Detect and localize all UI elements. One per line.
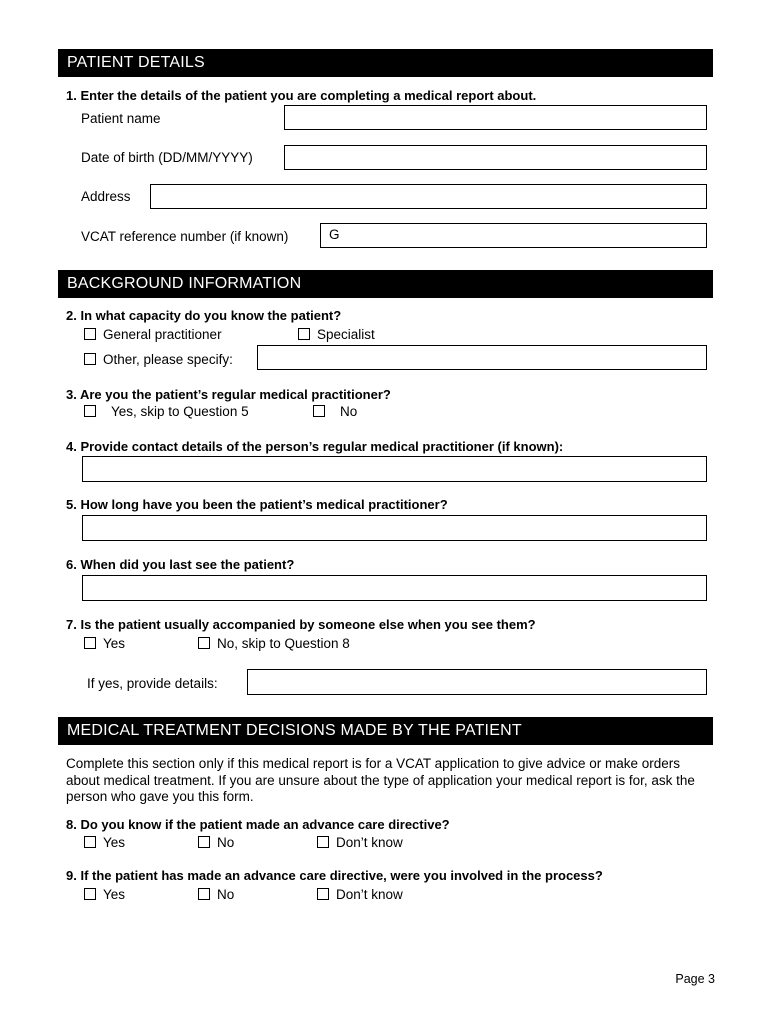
section-header-patient-details: PATIENT DETAILS [58, 49, 713, 77]
question-4: 4. Provide contact details of the person’s regular medical practitioner (if known): [66, 439, 564, 454]
vcat-reference-label: VCAT reference number (if known) [81, 229, 289, 244]
gp-label: General practitioner [103, 327, 222, 342]
q8-no-checkbox[interactable] [198, 836, 210, 848]
page-number: Page 3 [675, 972, 715, 986]
other-capacity-input[interactable] [257, 345, 707, 370]
q8-dont-know-checkbox[interactable] [317, 836, 329, 848]
q9-yes-checkbox[interactable] [84, 888, 96, 900]
q8-dont-know-label: Don’t know [336, 835, 403, 850]
address-label: Address [81, 189, 131, 204]
q9-dont-know-checkbox[interactable] [317, 888, 329, 900]
q8-no-label: No [217, 835, 235, 850]
q7-yes-label: Yes [103, 636, 126, 651]
gp-checkbox[interactable] [84, 328, 96, 340]
question-5: 5. How long have you been the patient’s medical practitioner? [66, 497, 448, 512]
q9-no-label: No [217, 887, 235, 902]
accompanied-details-input[interactable] [247, 669, 707, 695]
other-capacity-label: Other, please specify: [103, 352, 233, 367]
question-2: 2. In what capacity do you know the patient? [66, 308, 342, 323]
q7-yes-checkbox[interactable] [84, 637, 96, 649]
q8-yes-label: Yes [103, 835, 126, 850]
last-seen-input[interactable] [82, 575, 707, 601]
other-capacity-checkbox[interactable] [84, 353, 96, 365]
address-input[interactable] [150, 184, 707, 209]
patient-name-input[interactable] [284, 105, 707, 130]
q9-dont-know-label: Don’t know [336, 887, 403, 902]
question-9: 9. If the patient has made an advance care directive, were you involved in the process? [66, 868, 603, 883]
q7-no-label: No, skip to Question 8 [217, 636, 350, 651]
patient-name-label: Patient name [81, 111, 161, 126]
question-6: 6. When did you last see the patient? [66, 557, 295, 572]
dob-input[interactable] [284, 145, 707, 170]
vcat-reference-value: G [329, 227, 340, 242]
regular-practitioner-contact-input[interactable] [82, 456, 707, 482]
vcat-reference-input[interactable] [320, 223, 707, 248]
section-header-medical-treatment: MEDICAL TREATMENT DECISIONS MADE BY THE PATIENT [58, 717, 713, 745]
practitioner-duration-input[interactable] [82, 515, 707, 541]
q7-no-checkbox[interactable] [198, 637, 210, 649]
q3-no-label: No [340, 404, 358, 419]
question-3: 3. Are you the patient’s regular medical practitioner? [66, 387, 391, 402]
question-8: 8. Do you know if the patient made an advance care directive? [66, 817, 450, 832]
accompanied-details-label: If yes, provide details: [87, 676, 218, 691]
specialist-label: Specialist [317, 327, 375, 342]
specialist-checkbox[interactable] [298, 328, 310, 340]
section-header-background: BACKGROUND INFORMATION [58, 270, 713, 298]
q3-yes-label: Yes, skip to Question 5 [111, 404, 249, 419]
question-1: 1. Enter the details of the patient you are completing a medical report about. [66, 88, 537, 103]
medical-section-intro: Complete this section only if this medical report is for a VCAT application to give advice or make orders about medical treatment. If you are unsure about the type of application your medical report is for, ask the person who gave you this form. [66, 756, 695, 804]
q3-no-checkbox[interactable] [313, 405, 325, 417]
q8-yes-checkbox[interactable] [84, 836, 96, 848]
question-7: 7. Is the patient usually accompanied by someone else when you see them? [66, 617, 536, 632]
q9-no-checkbox[interactable] [198, 888, 210, 900]
dob-label: Date of birth (DD/MM/YYYY) [81, 150, 253, 165]
q9-yes-label: Yes [103, 887, 126, 902]
q3-yes-checkbox[interactable] [84, 405, 96, 417]
